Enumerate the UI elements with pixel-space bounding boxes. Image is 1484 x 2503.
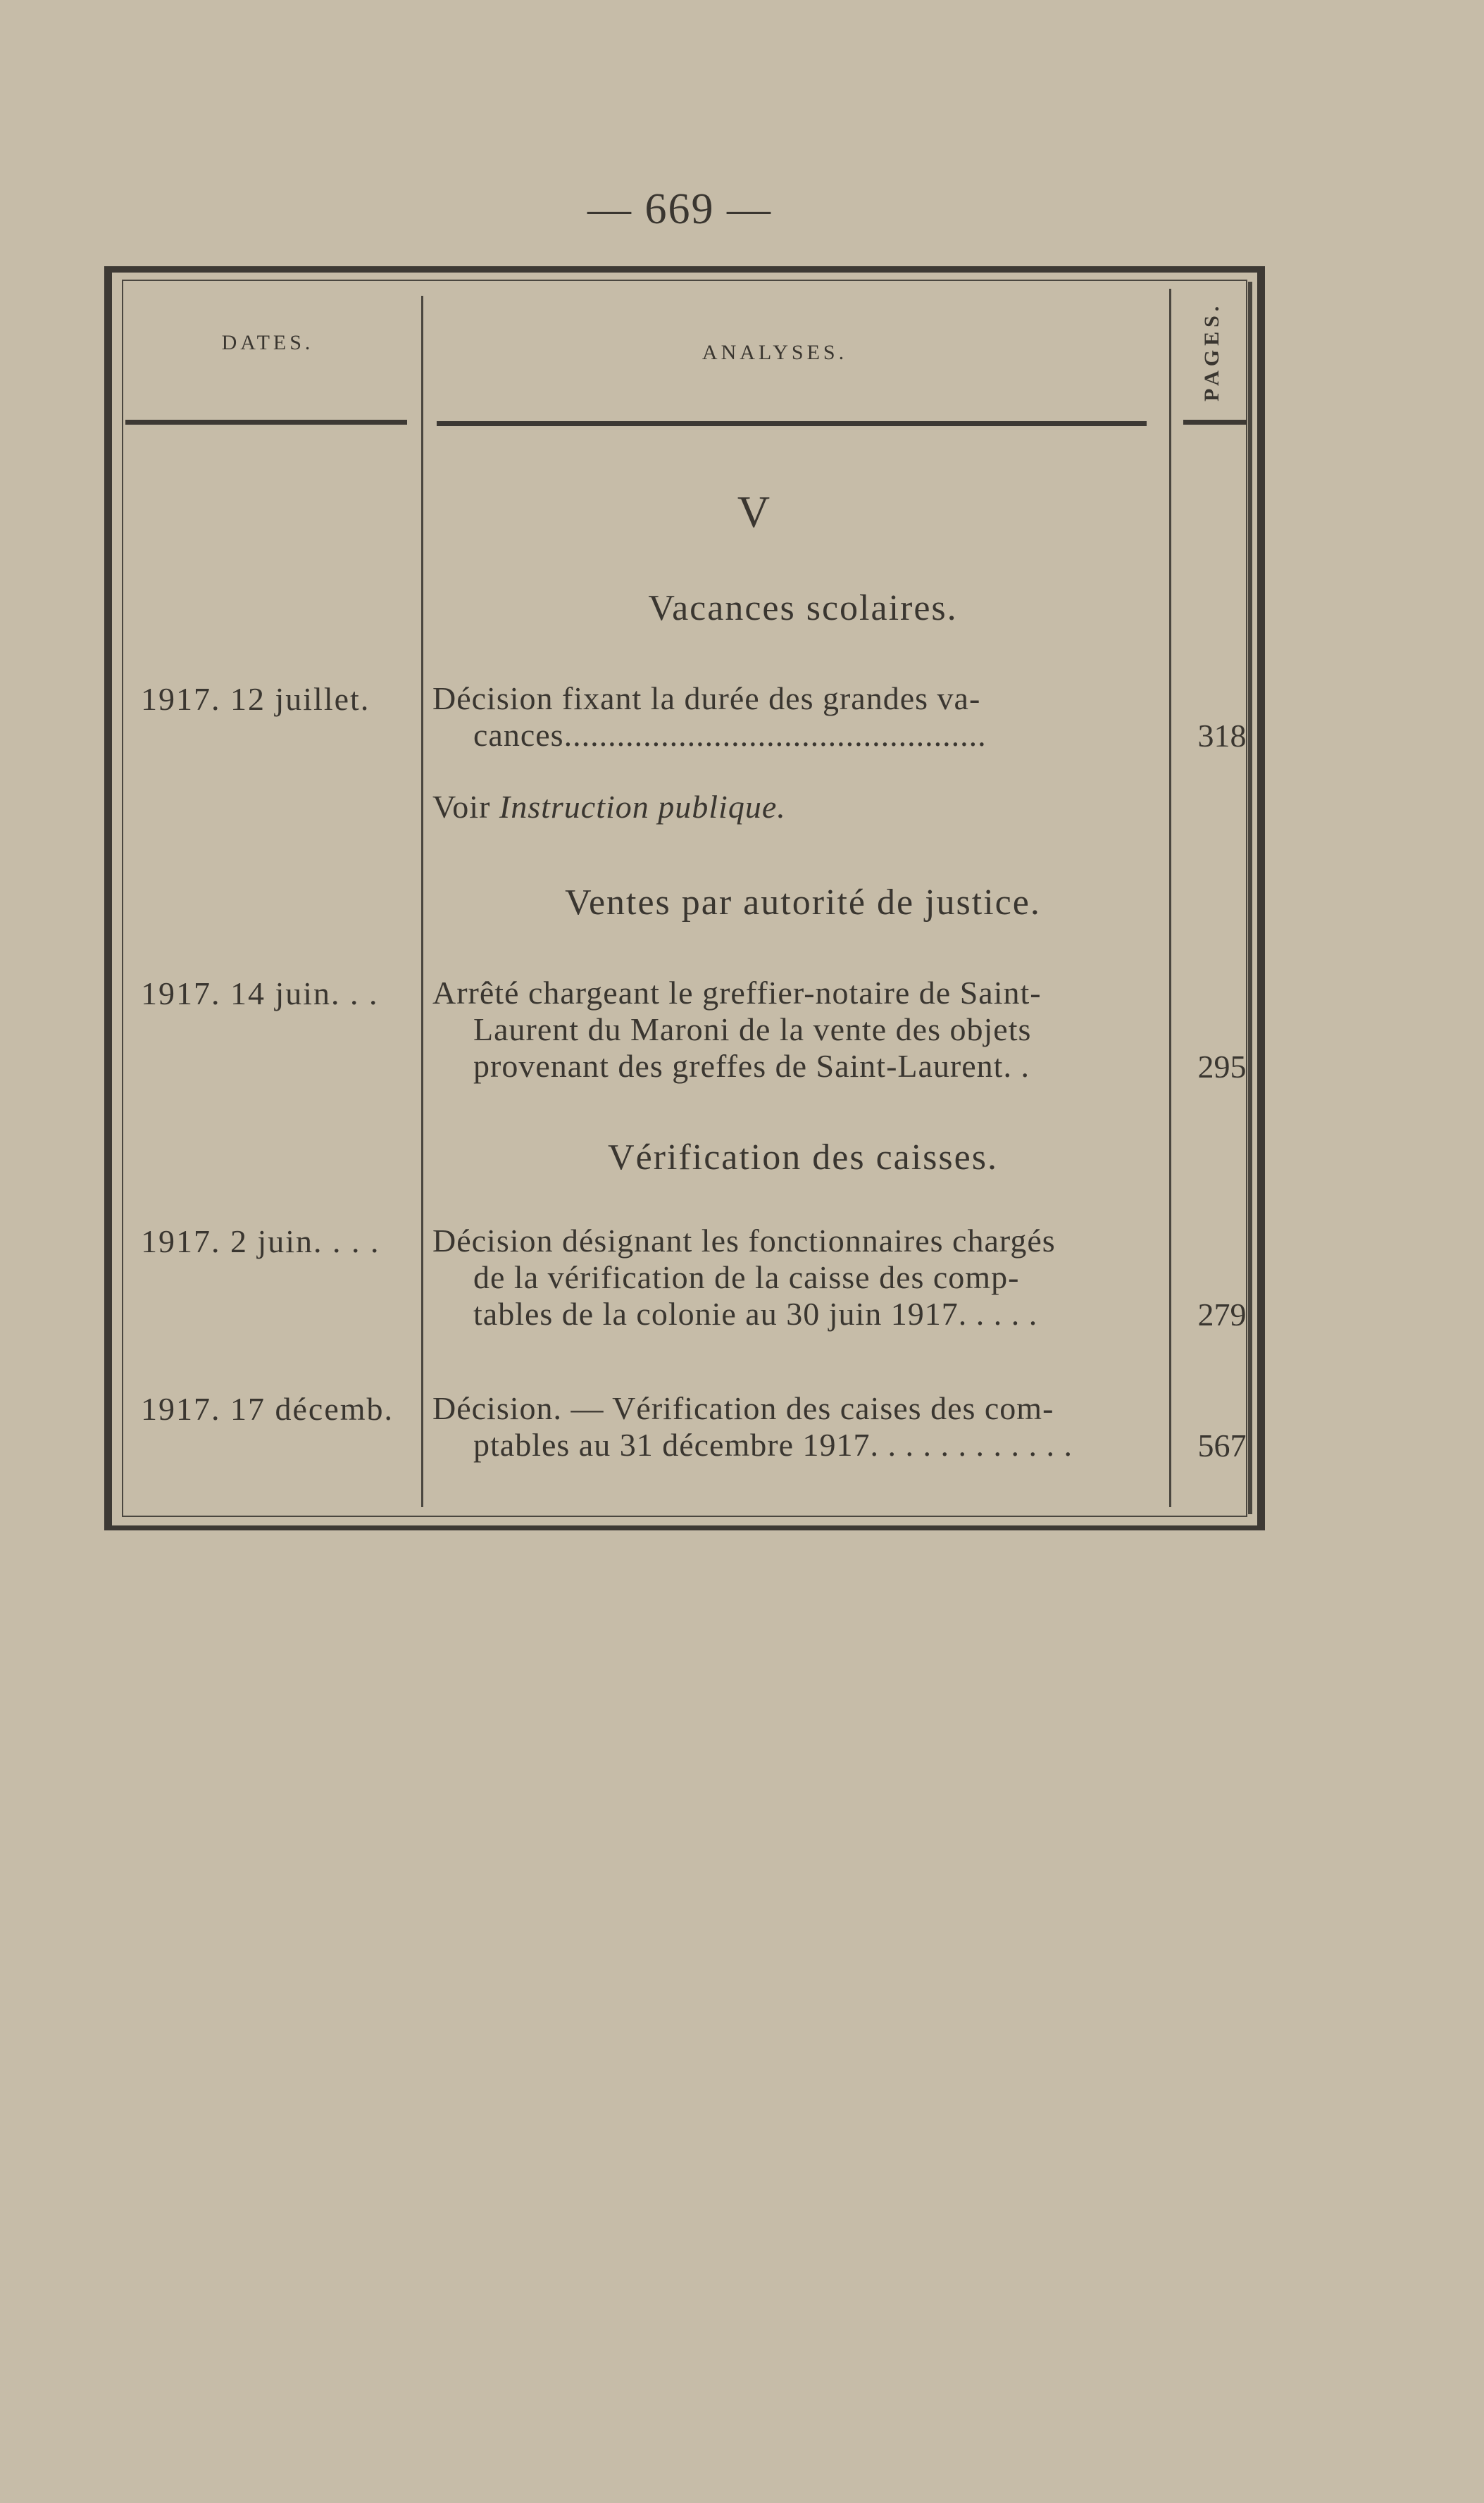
see-also-target: Instruction publique.	[499, 789, 786, 825]
header-dates: DATES.	[221, 331, 314, 354]
analysis-line: tables de la colonie au 30 juin 1917. . . . .	[473, 1296, 1038, 1332]
analysis-entry-3	[432, 1223, 1165, 1332]
page-ref-4: 567	[1197, 1428, 1247, 1463]
analysis-line: Décision fixant la durée des grandes va-	[432, 680, 981, 716]
date-entry-2: 1917. 14 juin. . .	[141, 975, 379, 1011]
analysis-entry-1	[432, 680, 1165, 754]
analysis-entry-2	[432, 975, 1165, 1085]
analysis-line: cances................................................	[473, 717, 987, 753]
header-pages: PAGES.	[1200, 301, 1223, 401]
header-analyses: ANALYSES.	[702, 341, 848, 364]
group-title-ventes: Ventes par autorité de justice.	[565, 882, 1041, 923]
header-rule-analyses	[437, 421, 1147, 426]
analysis-line: ptables au 31 décembre 1917. . . . . . . . . . . .	[473, 1427, 1073, 1463]
page-number: — 669 —	[587, 185, 772, 233]
column-divider-pages	[1169, 289, 1171, 1507]
date-entry-1: 1917. 12 juillet.	[141, 681, 370, 717]
group-title-verification: Vérification des caisses.	[608, 1137, 998, 1178]
analysis-entry-4	[432, 1390, 1165, 1463]
analysis-line: provenant des greffes de Saint-Laurent. .	[473, 1048, 1030, 1084]
page-ref-2: 295	[1197, 1049, 1247, 1085]
see-also-reference	[432, 789, 1165, 825]
page-ref-1: 318	[1197, 718, 1247, 754]
header-rule-pages	[1183, 420, 1247, 425]
section-letter: V	[737, 487, 771, 537]
analysis-line: Laurent du Maroni de la vente des objets	[473, 1011, 1032, 1047]
analysis-line: Décision. — Vérification des caises des com-	[432, 1390, 1054, 1426]
analysis-line: Arrêté chargeant le greffier-notaire de Saint-	[432, 975, 1042, 1011]
analysis-line: Décision désignant les fonctionnaires chargés	[432, 1223, 1056, 1259]
header-rule-dates	[125, 420, 407, 425]
column-divider-dates	[421, 296, 423, 1507]
date-entry-3: 1917. 2 juin. . . .	[141, 1223, 380, 1259]
see-also-prefix: Voir	[432, 789, 491, 825]
page-ref-3: 279	[1197, 1297, 1247, 1332]
group-title-vacances: Vacances scolaires.	[648, 588, 958, 628]
date-entry-4: 1917. 17 décemb.	[141, 1391, 394, 1427]
analysis-line: de la vérification de la caisse des comp-	[473, 1259, 1020, 1295]
